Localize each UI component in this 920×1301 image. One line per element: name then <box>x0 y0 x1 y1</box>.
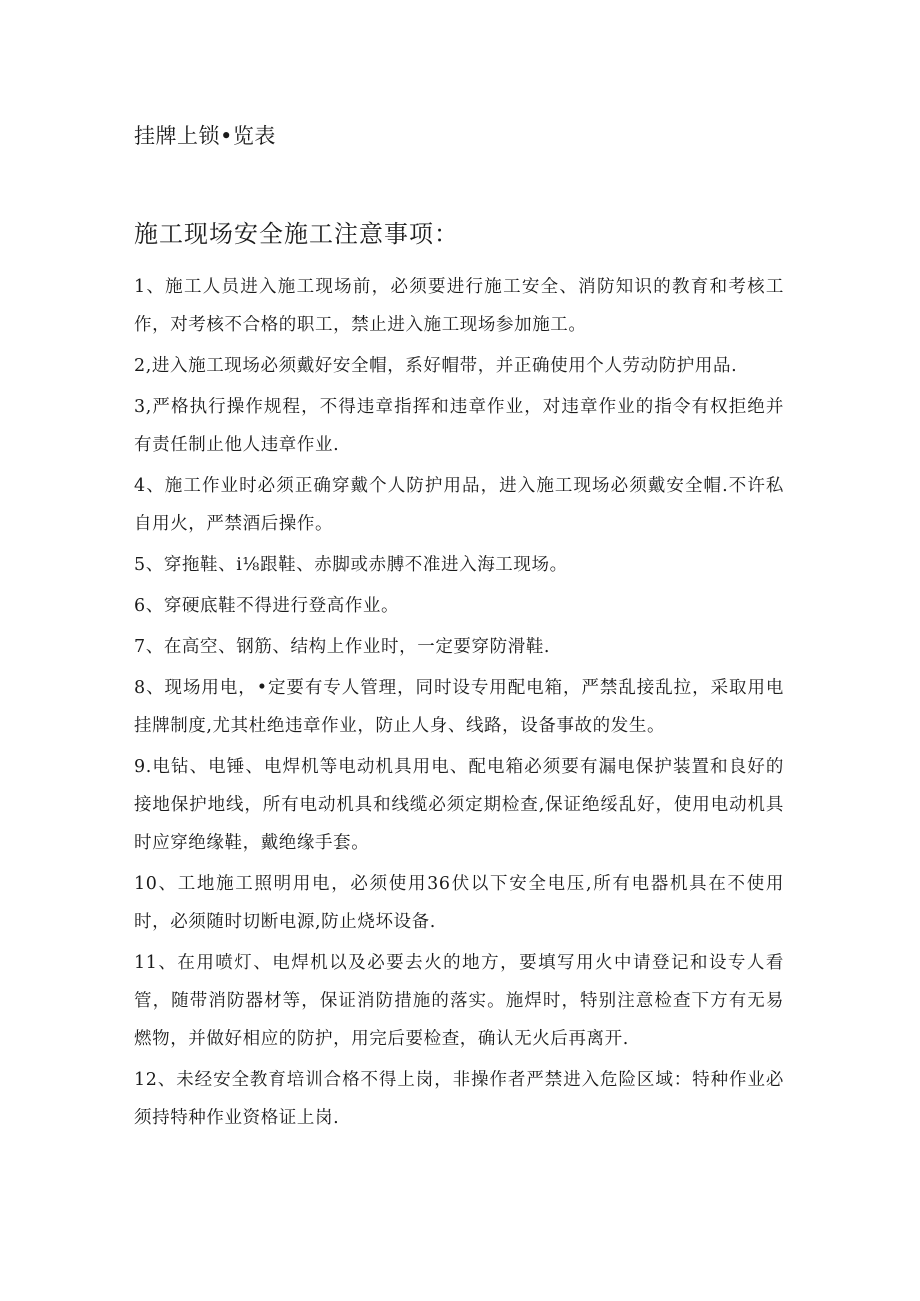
list-item: 7、在高空、钢筋、结构上作业时，一定要穿防滑鞋. <box>134 637 551 657</box>
document-title: 挂牌上锁•览表 <box>134 124 276 148</box>
list-item: 6、穿硬底鞋不得进行登高作业。 <box>134 596 400 616</box>
list-item: 3,严格执行操作规程，不得违章指挥和违章作业，对违章作业的指令有权拒绝并有责任制止他人违章作业. <box>134 397 784 455</box>
list-item: 12、未经安全教育培训合格不得上岗，非操作者严禁进入危险区域：特种作业必须持特种作业资格证上岗. <box>134 1070 784 1128</box>
list-item: 9.电钻、电锤、电焊机等电动机具用电、配电箱必须要有漏电保护装置和良好的接地保护地线，所有电动机具和线缆必须定期检查,保证绝绥乱好，使用电动机具时应穿绝缘鞋，戴绝缘手套。 <box>134 757 784 853</box>
list-item: 4、施工作业时必须正确穿戴个人防护用品，进入施工现场必须戴安全帽.不许私自用火，严禁酒后操作。 <box>134 476 784 534</box>
list-item: 8、现场用电，•定要有专人管理，同时设专用配电箱，严禁乱接乱拉，采取用电挂牌制度,尤其杜绝违章作业，防止人身、线路，设备事故的发生。 <box>134 678 784 736</box>
list-item: 2,进入施工现场必须戴好安全帽，系好帽带，并正确使用个人劳动防护用品. <box>134 356 738 376</box>
list-item: 11、在用喷灯、电焊机以及必要去火的地方，要填写用火中请登记和设专人看管，随带消防器材等，保证消防措施的落实。施焊时，特别注意检查下方有无易燃物，并做好相应的防护，用完后要检查，确认无火后再离开. <box>134 953 784 1049</box>
list-item: 10、工地施工照明用电，必须使用36伏以下安全电压,所有电器机具在不使用时，必须随时切断电源,防止烧坏设备. <box>134 874 784 932</box>
list-item: 1、施工人员进入施工现场前，必须要进行施工安全、消防知识的教育和考核工作，对考核不合格的职工，禁止进入施工现场参加施工。 <box>134 277 784 335</box>
list-item: 5、穿拖鞋、i⅛跟鞋、赤脚或赤膊不准进入海工现场。 <box>134 555 568 575</box>
section-heading: 施工现场安全施工注意事项： <box>134 220 459 248</box>
safety-rules-list <box>134 268 784 1140</box>
